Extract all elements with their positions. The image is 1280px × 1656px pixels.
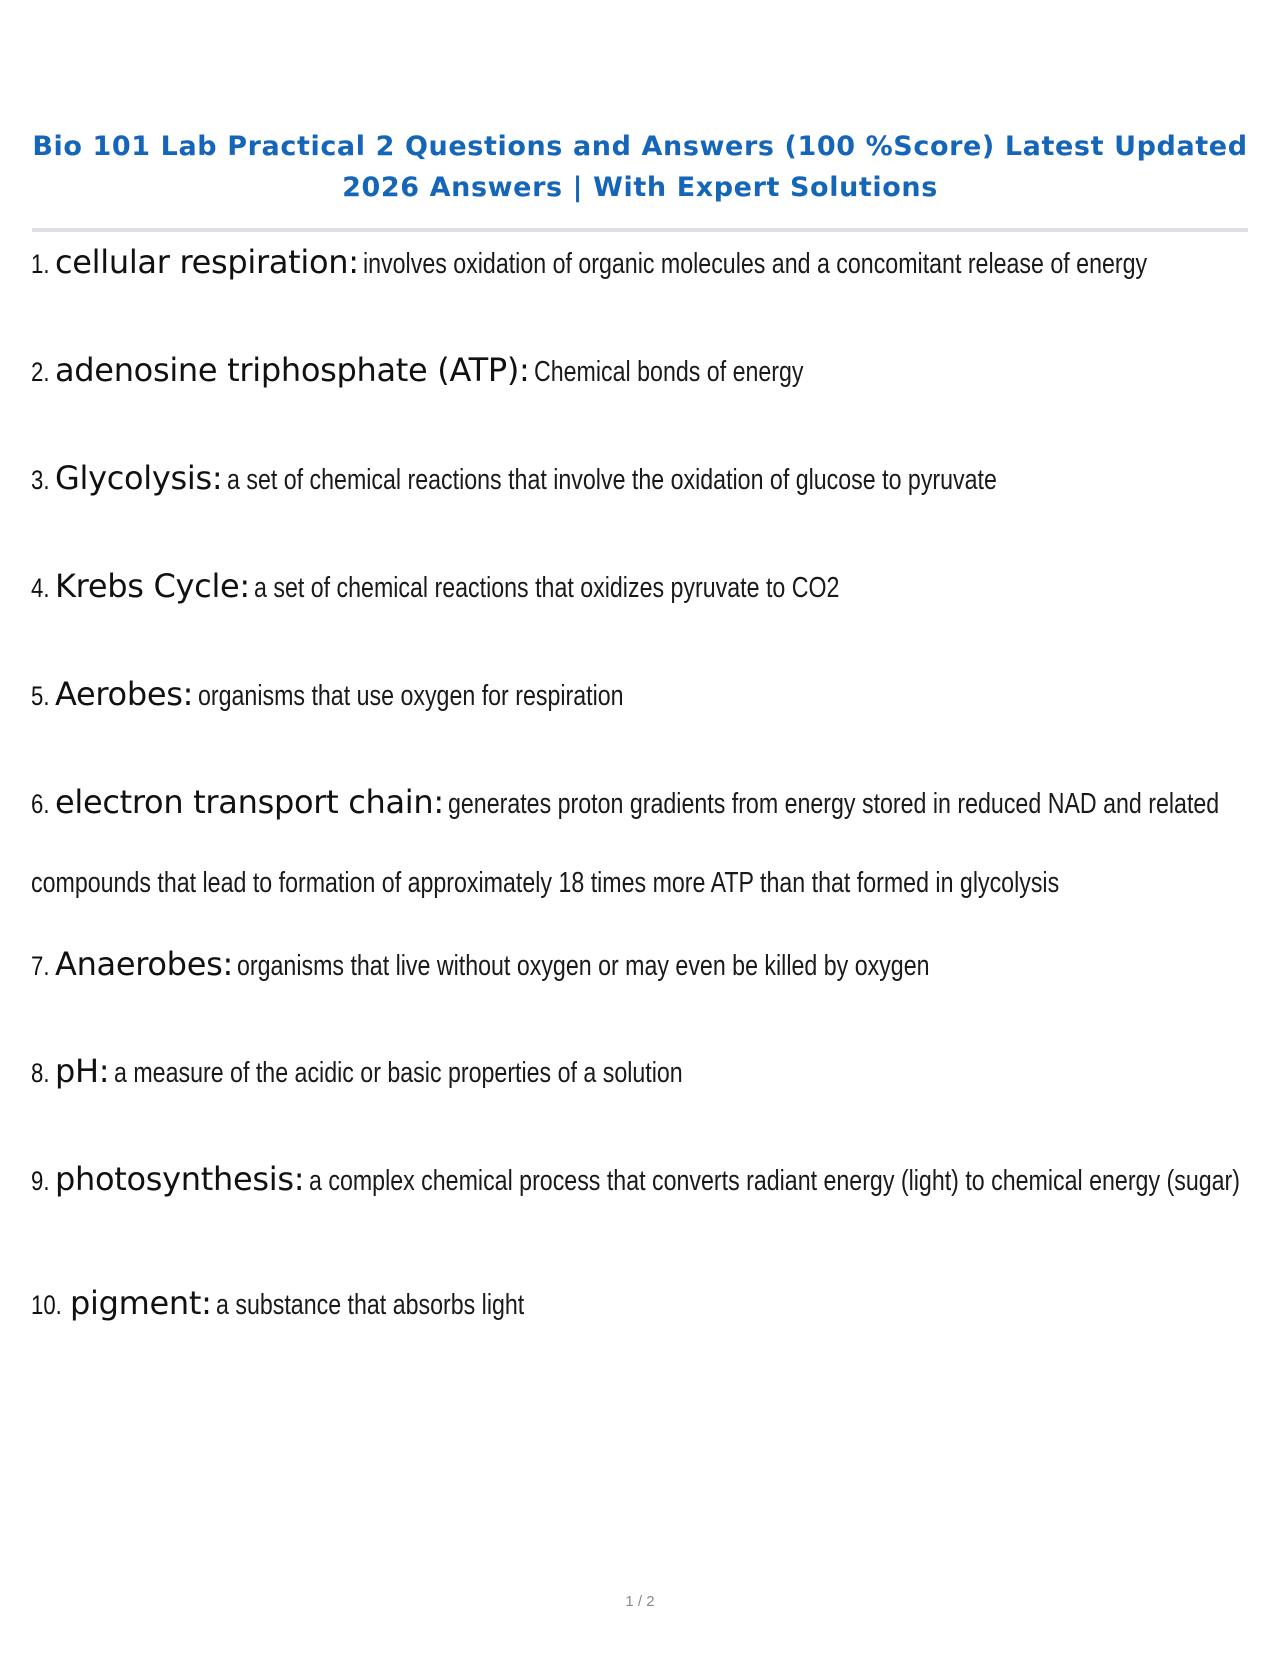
qa-item-krebs-cycle <box>31 567 986 605</box>
item-term: pigment: <box>70 1284 212 1322</box>
item-number: 2. <box>31 357 50 387</box>
item-definition-continued: compounds that lead to formation of approximately 18 times more ATP than that formed in glycolysis <box>31 867 1060 899</box>
item-definition: Chemical bonds of energy <box>533 356 804 388</box>
item-definition: organisms that live without oxygen or may even be killed by oxygen <box>237 950 930 982</box>
page-number: 1 / 2 <box>625 1593 655 1610</box>
item-definition: a substance that absorbs light <box>216 1289 525 1321</box>
qa-item-atp <box>31 351 871 389</box>
item-term: Glycolysis: <box>54 459 223 497</box>
item-number: 1. <box>31 249 50 279</box>
qa-item-electron-transport-chain <box>31 783 1280 821</box>
item-number: 4. <box>31 573 50 603</box>
qa-item-pigment <box>31 1284 601 1322</box>
item-number: 10. <box>31 1290 62 1320</box>
item-term: pH: <box>54 1052 110 1090</box>
item-number: 9. <box>31 1166 50 1196</box>
item-term: electron transport chain: <box>54 783 444 821</box>
qa-item-electron-transport-chain-continued <box>31 867 1280 900</box>
item-definition: a complex chemical process that converts radiant energy (light) to chemical energy (sugar) <box>308 1165 1240 1197</box>
item-number: 5. <box>31 681 50 711</box>
item-number: 7. <box>31 951 50 981</box>
item-number: 6. <box>31 789 50 819</box>
item-definition: generates proton gradients from energy stored in reduced NAD and related <box>448 788 1220 820</box>
item-number: 8. <box>31 1058 50 1088</box>
item-number: 3. <box>31 465 50 495</box>
item-definition: a measure of the acidic or basic properties of a solution <box>113 1057 683 1089</box>
qa-item-photosynthesis <box>31 1160 1280 1198</box>
item-term: Anaerobes: <box>54 945 233 983</box>
qa-item-aerobes <box>31 675 730 713</box>
item-term: adenosine triphosphate (ATP): <box>54 351 530 389</box>
item-definition: a set of chemical reactions that oxidizes pyruvate to CO2 <box>254 572 840 604</box>
qa-item-anaerobes <box>31 945 1103 983</box>
document-title-line-1: Bio 101 Lab Practical 2 Questions and Answers (100 %Score) Latest Updated <box>32 131 1248 162</box>
qa-item-ph <box>31 1052 825 1090</box>
item-term: photosynthesis: <box>54 1160 305 1198</box>
item-definition: organisms that use oxygen for respiration <box>197 680 624 712</box>
document-title <box>20 126 1260 208</box>
title-divider <box>32 228 1248 232</box>
item-term: cellular respiration: <box>54 243 359 281</box>
item-definition: a set of chemical reactions that involve the oxidation of glucose to pyruvate <box>226 464 997 496</box>
item-term: Krebs Cycle: <box>54 567 250 605</box>
item-term: Aerobes: <box>54 675 194 713</box>
item-definition: involves oxidation of organic molecules and a concomitant release of energy <box>363 248 1148 280</box>
qa-item-glycolysis <box>31 459 1189 497</box>
qa-item-cellular-respiration <box>31 243 1280 281</box>
document-title-line-2: 2026 Answers | With Expert Solutions <box>342 172 938 203</box>
